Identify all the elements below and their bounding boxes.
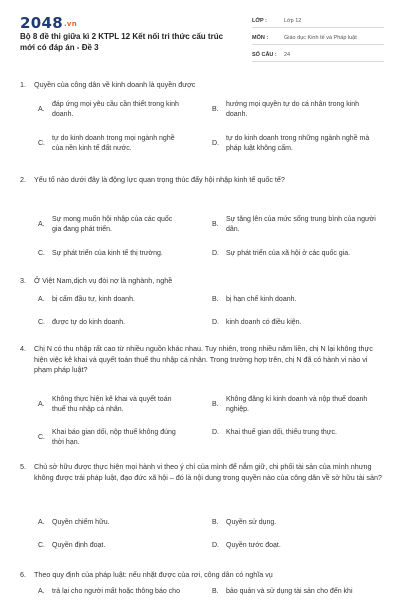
option-a[interactable]	[38, 100, 182, 120]
question-text: Ở Việt Nam,dịch vụ đòi nợ là nghành, nghề	[34, 276, 173, 285]
option-letter: B.	[212, 519, 219, 526]
option-letter: A.	[38, 221, 45, 228]
meta-key: LỚP :	[252, 18, 267, 24]
option-text: Sự mong muốn hội nhập của các quốc gia đang phát triển.	[52, 216, 173, 233]
option-text: hướng mọi quyền tự do cá nhân trong kinh doanh.	[226, 101, 360, 118]
question-number: 6.	[20, 570, 26, 579]
option-letter: D.	[212, 542, 219, 549]
option-letter: C.	[38, 434, 45, 441]
option-letter: D.	[212, 140, 219, 147]
option-letter: B.	[212, 221, 219, 228]
question-text: Yếu tố nào dưới đây là động lực quan trọng thúc đẩy hội nhập kinh tế quốc tế?	[34, 175, 285, 184]
option-letter: C.	[38, 542, 45, 549]
option-c[interactable]	[38, 428, 182, 448]
question-number: 2.	[20, 175, 26, 184]
option-b[interactable]	[212, 587, 386, 597]
option-text: trả lại cho người mất hoặc thông báo cho	[52, 588, 180, 595]
option-text: kinh doanh có điều kiện.	[226, 319, 302, 326]
question-number: 1.	[20, 80, 26, 89]
option-letter: C.	[38, 140, 45, 147]
option-c[interactable]	[38, 134, 182, 154]
option-letter: B.	[212, 106, 219, 113]
option-letter: A.	[38, 519, 45, 526]
option-d[interactable]	[212, 541, 376, 551]
option-b[interactable]	[212, 395, 376, 415]
option-b[interactable]	[212, 215, 376, 235]
meta-table	[252, 14, 384, 65]
option-letter: B.	[212, 296, 219, 303]
logo-suffix: .vn	[63, 20, 78, 28]
question-text: Quyền của công dân về kinh doanh là quyền được	[34, 80, 196, 89]
option-text: Quyền sử dụng.	[226, 519, 277, 526]
option-d[interactable]	[212, 249, 386, 259]
option-a[interactable]	[38, 295, 182, 305]
option-text: đáp ứng mọi yêu cầu cần thiết trong kinh doanh.	[52, 101, 179, 118]
meta-key: SỐ CÂU :	[252, 52, 277, 58]
option-b[interactable]	[212, 100, 376, 120]
logo-text: 2048	[20, 14, 63, 32]
option-d[interactable]	[212, 134, 376, 154]
question-number: 5.	[20, 462, 26, 471]
option-letter: A.	[38, 296, 45, 303]
page-title: Bộ 8 đề thi giữa kì 2 KTPL 12 Kết nối tri thức cấu trúc mới có đáp án - Đề 3	[20, 32, 224, 52]
option-letter: A.	[38, 106, 45, 113]
option-text: tự do kinh doanh trong những ngành nghề mà pháp luật không cấm.	[226, 135, 370, 152]
option-b[interactable]	[212, 295, 376, 305]
option-letter: D.	[212, 319, 219, 326]
meta-row-subject	[252, 31, 384, 45]
option-text: Quyền chiếm hữu.	[52, 519, 110, 526]
option-text: Quyền tước đoạt.	[226, 542, 281, 549]
document-header	[0, 0, 400, 70]
option-letter: D.	[212, 250, 219, 257]
option-text: Quyền định đoạt.	[52, 542, 106, 549]
option-c[interactable]	[38, 541, 182, 551]
option-a[interactable]	[38, 587, 202, 597]
option-text: tự do kinh doanh trong mọi ngành nghề của nền kinh tế đất nước.	[52, 135, 175, 152]
question-5	[20, 462, 382, 483]
option-text: Không đăng kí kinh doanh và nộp thuế doanh nghiệp.	[226, 396, 368, 413]
question-text: Theo quy định của pháp luật: nếu nhặt được của rơi, công dân có nghĩa vụ	[34, 570, 273, 579]
option-letter: A.	[38, 588, 45, 595]
meta-row-class	[252, 14, 384, 28]
meta-row-count	[252, 48, 384, 62]
option-c[interactable]	[38, 318, 182, 328]
option-letter: C.	[38, 319, 45, 326]
option-c[interactable]	[38, 249, 202, 259]
question-number: 3.	[20, 276, 26, 285]
option-d[interactable]	[212, 318, 376, 328]
meta-key: MÔN :	[252, 35, 269, 41]
option-letter: B.	[212, 401, 219, 408]
question-2	[20, 175, 382, 186]
option-text: Khai báo gian dối, nộp thuế không đúng thời hạn.	[52, 429, 176, 446]
option-a[interactable]	[38, 395, 182, 415]
question-1	[20, 80, 382, 91]
option-text: Khai thuế gian dối, thiếu trung thực.	[226, 429, 337, 436]
site-logo[interactable]	[20, 14, 77, 32]
option-letter: A.	[38, 401, 45, 408]
option-text: bị cấm đầu tư, kinh doanh.	[52, 296, 135, 303]
meta-value: Giáo dục Kinh tế và Pháp luật	[284, 35, 357, 41]
question-text: Chủ sở hữu được thực hiện mọi hành vi theo ý chí của mình để nắm giữ, chi phối tài sản của mình nhưng không được trái pháp luật, đạo đức xã hội – đó là nội dung trong quyền nào của công dân về sở hữu tài sản?	[34, 462, 382, 482]
question-text: Chị N có thu nhập rất cao từ nhiều nguồn khác nhau. Tuy nhiên, trong nhiều năm liền, chị N lại không thực hiện việc kê khai và quyết toán thuế thu nhập cá nhân. Trong trường hợp trên, chị N đã có hành vi nào vi phạm pháp luật?	[34, 344, 373, 374]
option-b[interactable]	[212, 518, 376, 528]
question-3	[20, 276, 382, 287]
option-a[interactable]	[38, 215, 182, 235]
meta-value: Lớp 12	[284, 18, 302, 24]
option-letter: B.	[212, 588, 219, 595]
option-text: bảo quản và sử dụng tài sản cho đến khi	[226, 588, 353, 595]
option-a[interactable]	[38, 518, 182, 528]
meta-value: 24	[284, 52, 291, 58]
option-text: Sự phát triển của kinh tế thị trường.	[52, 250, 163, 257]
question-6	[20, 570, 382, 581]
option-text: bị hạn chế kinh doanh.	[226, 296, 297, 303]
option-letter: C.	[38, 250, 45, 257]
question-4	[20, 344, 382, 376]
option-text: Sự phát triển của xã hội ở các quốc gia.	[226, 250, 351, 257]
option-letter: D.	[212, 429, 219, 436]
option-text: Không thực hiện kê khai và quyết toán thuế thu nhập cá nhân.	[52, 396, 172, 413]
option-d[interactable]	[212, 428, 386, 438]
question-number: 4.	[20, 344, 26, 353]
option-text: được tự do kinh doanh.	[52, 319, 126, 326]
option-text: Sự tăng lên của mức sống trung bình của người dân.	[226, 216, 376, 233]
